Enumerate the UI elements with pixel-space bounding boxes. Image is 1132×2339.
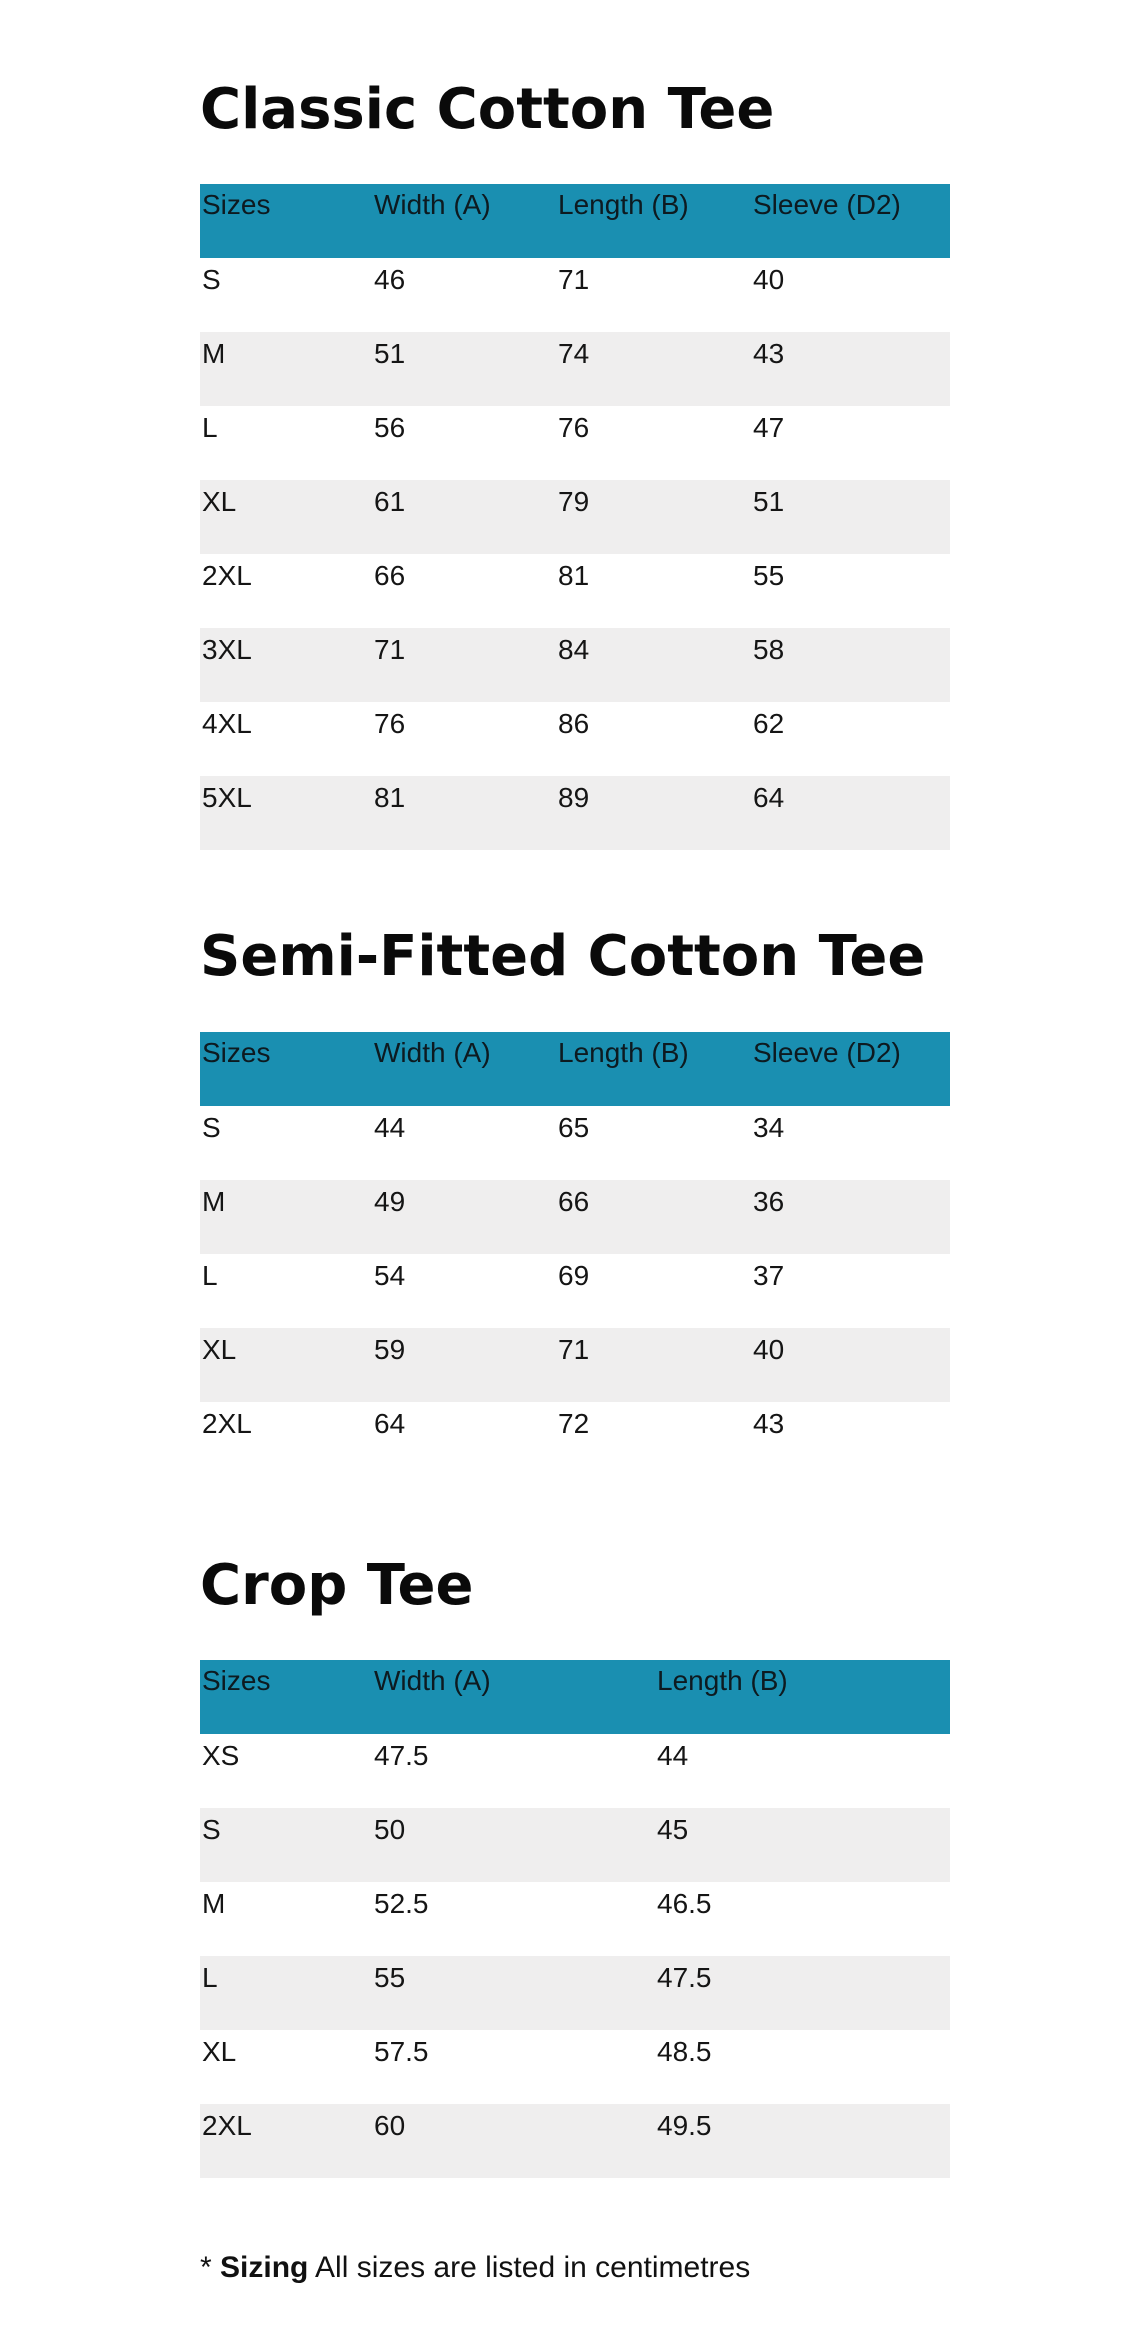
section-title-semi-fitted-cotton-tee: Semi-Fitted Cotton Tee — [200, 924, 926, 989]
column-header-sleeve: Sleeve (D2) — [751, 1032, 950, 1106]
width-cell: 46 — [374, 264, 406, 295]
table-row — [200, 628, 950, 702]
table-header-row — [200, 1660, 950, 1734]
length-cell: 79 — [556, 480, 751, 554]
sleeve-cell: 55 — [753, 560, 785, 591]
sleeve-cell: 37 — [753, 1260, 785, 1291]
size-cell: 2XL — [202, 1408, 252, 1439]
footnote-text: All sizes are listed in centimetres — [308, 2251, 751, 2284]
size-cell: M — [202, 1888, 226, 1919]
table-row — [200, 1402, 950, 1476]
table-row — [200, 480, 950, 554]
size-cell: 2XL — [200, 2104, 372, 2178]
table-row — [200, 406, 950, 480]
table-row — [200, 1734, 950, 1808]
table-row — [200, 554, 950, 628]
table-row — [200, 1882, 950, 1956]
size-cell: M — [200, 332, 372, 406]
width-cell: 54 — [374, 1260, 406, 1291]
length-cell: 69 — [558, 1260, 590, 1291]
table-header-row — [200, 1032, 950, 1106]
table-header-row — [200, 184, 950, 258]
length-cell: 89 — [556, 776, 751, 850]
length-cell: 76 — [558, 412, 590, 443]
column-header-width: Width (A) — [372, 184, 556, 258]
width-cell: 44 — [374, 1112, 406, 1143]
width-cell: 57.5 — [374, 2036, 429, 2067]
width-cell: 59 — [372, 1328, 556, 1402]
size-cell: XS — [202, 1740, 240, 1771]
column-header-sizes: Sizes — [200, 1032, 372, 1106]
table-row — [200, 2030, 950, 2104]
length-cell: 81 — [558, 560, 590, 591]
sleeve-cell: 36 — [751, 1180, 950, 1254]
section-title-classic-cotton-tee: Classic Cotton Tee — [200, 77, 775, 142]
size-table-semi-fitted-cotton-tee — [200, 1032, 950, 1476]
column-header-length: Length (B) — [556, 1032, 751, 1106]
column-header-sleeve: Sleeve (D2) — [751, 184, 950, 258]
sleeve-cell: 43 — [751, 332, 950, 406]
size-cell: L — [202, 412, 218, 443]
table-row — [200, 1956, 950, 2030]
column-header-sizes: Sizes — [200, 1660, 372, 1734]
length-cell: 86 — [558, 708, 590, 739]
table-row — [200, 1328, 950, 1402]
length-cell: 65 — [558, 1112, 590, 1143]
width-cell: 81 — [372, 776, 556, 850]
width-cell: 52.5 — [374, 1888, 429, 1919]
length-cell: 71 — [556, 1328, 751, 1402]
length-cell: 44 — [657, 1740, 689, 1771]
size-cell: L — [200, 1956, 372, 2030]
size-cell: 5XL — [200, 776, 372, 850]
sleeve-cell: 58 — [751, 628, 950, 702]
footnote-label: Sizing — [220, 2251, 309, 2284]
width-cell: 66 — [374, 560, 406, 591]
size-cell: 3XL — [200, 628, 372, 702]
table-row — [200, 332, 950, 406]
column-header-length: Length (B) — [556, 184, 751, 258]
sleeve-cell: 43 — [753, 1408, 785, 1439]
length-cell: 47.5 — [655, 1956, 950, 2030]
table-row — [200, 776, 950, 850]
size-cell: XL — [202, 2036, 237, 2067]
table-row — [200, 1254, 950, 1328]
width-cell: 64 — [374, 1408, 406, 1439]
size-cell: 4XL — [202, 708, 252, 739]
size-cell: S — [202, 1112, 221, 1143]
sleeve-cell: 51 — [751, 480, 950, 554]
table-row — [200, 1106, 950, 1180]
width-cell: 55 — [372, 1956, 655, 2030]
sleeve-cell: 40 — [753, 264, 785, 295]
width-cell: 51 — [372, 332, 556, 406]
sizing-footnote — [200, 2248, 750, 2288]
size-table-classic-cotton-tee — [200, 184, 950, 850]
size-cell: XL — [200, 1328, 372, 1402]
sleeve-cell: 34 — [753, 1112, 785, 1143]
footnote-asterisk: * — [200, 2251, 221, 2284]
width-cell: 60 — [372, 2104, 655, 2178]
sleeve-cell: 64 — [751, 776, 950, 850]
length-cell: 49.5 — [655, 2104, 950, 2178]
width-cell: 50 — [372, 1808, 655, 1882]
length-cell: 48.5 — [657, 2036, 712, 2067]
length-cell: 71 — [558, 264, 590, 295]
size-cell: S — [202, 264, 221, 295]
table-row — [200, 258, 950, 332]
width-cell: 76 — [374, 708, 406, 739]
column-header-width: Width (A) — [372, 1660, 655, 1734]
length-cell: 74 — [556, 332, 751, 406]
table-row — [200, 1808, 950, 1882]
table-row — [200, 1180, 950, 1254]
sleeve-cell: 40 — [751, 1328, 950, 1402]
width-cell: 49 — [372, 1180, 556, 1254]
length-cell: 46.5 — [657, 1888, 712, 1919]
size-cell: L — [202, 1260, 218, 1291]
length-cell: 72 — [558, 1408, 590, 1439]
length-cell: 66 — [556, 1180, 751, 1254]
table-row — [200, 2104, 950, 2178]
width-cell: 61 — [372, 480, 556, 554]
size-cell: S — [200, 1808, 372, 1882]
size-cell: XL — [200, 480, 372, 554]
length-cell: 45 — [655, 1808, 950, 1882]
size-cell: 2XL — [202, 560, 252, 591]
sleeve-cell: 62 — [753, 708, 785, 739]
width-cell: 56 — [374, 412, 406, 443]
column-header-sizes: Sizes — [200, 184, 372, 258]
column-header-length: Length (B) — [655, 1660, 950, 1734]
size-table-crop-tee — [200, 1660, 950, 2178]
width-cell: 47.5 — [374, 1740, 429, 1771]
section-title-crop-tee: Crop Tee — [200, 1553, 474, 1618]
length-cell: 84 — [556, 628, 751, 702]
size-cell: M — [200, 1180, 372, 1254]
column-header-width: Width (A) — [372, 1032, 556, 1106]
table-row — [200, 702, 950, 776]
sleeve-cell: 47 — [753, 412, 785, 443]
width-cell: 71 — [372, 628, 556, 702]
